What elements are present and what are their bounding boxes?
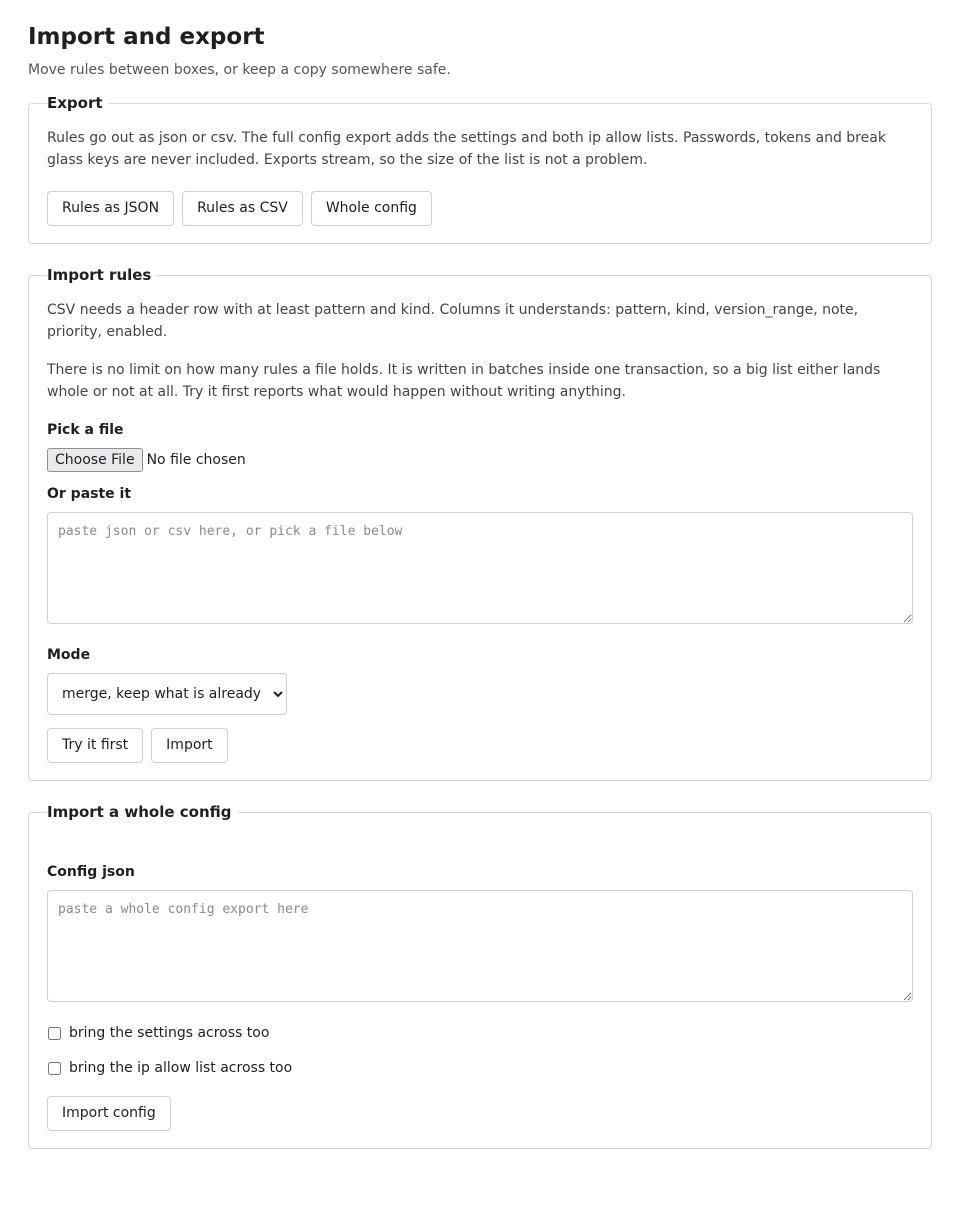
- import-rules-description-csv: CSV needs a header row with at least pattern and kind. Columns it understands: pattern, kind, version_range, note, priority, enabled.: [47, 302, 859, 340]
- import-config-button[interactable]: Import config: [47, 1096, 171, 1131]
- import-rules-button-row: [47, 728, 913, 763]
- import-rules-description-limits: There is no limit on how many rules a file holds. It is written in batches inside one transaction, so a big list either lands whole or not at all. Try it first reports what would happen without writing anything.: [47, 362, 881, 400]
- import-rules-section: [28, 265, 932, 781]
- export-button-row: [47, 191, 913, 226]
- file-status: No file chosen: [146, 452, 246, 468]
- export-rules-csv-button[interactable]: Rules as CSV: [182, 191, 303, 226]
- try-it-first-button[interactable]: Try it first: [47, 728, 143, 763]
- file-picker: [47, 448, 913, 472]
- settings-checkbox-label: bring the settings across too: [69, 1025, 270, 1041]
- settings-checkbox-row[interactable]: [47, 1022, 913, 1044]
- iplist-checkbox-label: bring the ip allow list across too: [69, 1060, 293, 1076]
- choose-file-button[interactable]: Choose File: [47, 448, 143, 472]
- export-section: [28, 93, 932, 244]
- import-button[interactable]: Import: [151, 728, 227, 763]
- page-title: Import and export: [28, 24, 265, 50]
- iplist-checkbox[interactable]: [48, 1062, 61, 1075]
- paste-label: Or paste it: [47, 486, 132, 502]
- iplist-checkbox-row[interactable]: [47, 1057, 913, 1079]
- mode-label: Mode: [47, 647, 91, 663]
- import-config-button-row: [47, 1096, 913, 1131]
- page-subtitle: Move rules between boxes, or keep a copy somewhere safe.: [28, 62, 451, 78]
- paste-rules-textarea[interactable]: [47, 512, 913, 624]
- export-rules-json-button[interactable]: Rules as JSON: [47, 191, 174, 226]
- config-json-label: Config json: [47, 864, 135, 880]
- export-legend: Export: [47, 94, 103, 112]
- import-config-section: [28, 802, 932, 1149]
- file-label: Pick a file: [47, 422, 124, 438]
- export-description: Rules go out as json or csv. The full config export adds the settings and both ip allow lists. Passwords, tokens and break glass keys are never included. Exports stream, so the size of the list is not a problem.: [47, 130, 886, 168]
- import-config-legend: Import a whole config: [47, 803, 232, 821]
- import-rules-legend: Import rules: [47, 266, 152, 284]
- export-whole-config-button[interactable]: Whole config: [311, 191, 432, 226]
- mode-select[interactable]: [47, 673, 287, 715]
- settings-checkbox[interactable]: [48, 1027, 61, 1040]
- config-json-textarea[interactable]: [47, 890, 913, 1002]
